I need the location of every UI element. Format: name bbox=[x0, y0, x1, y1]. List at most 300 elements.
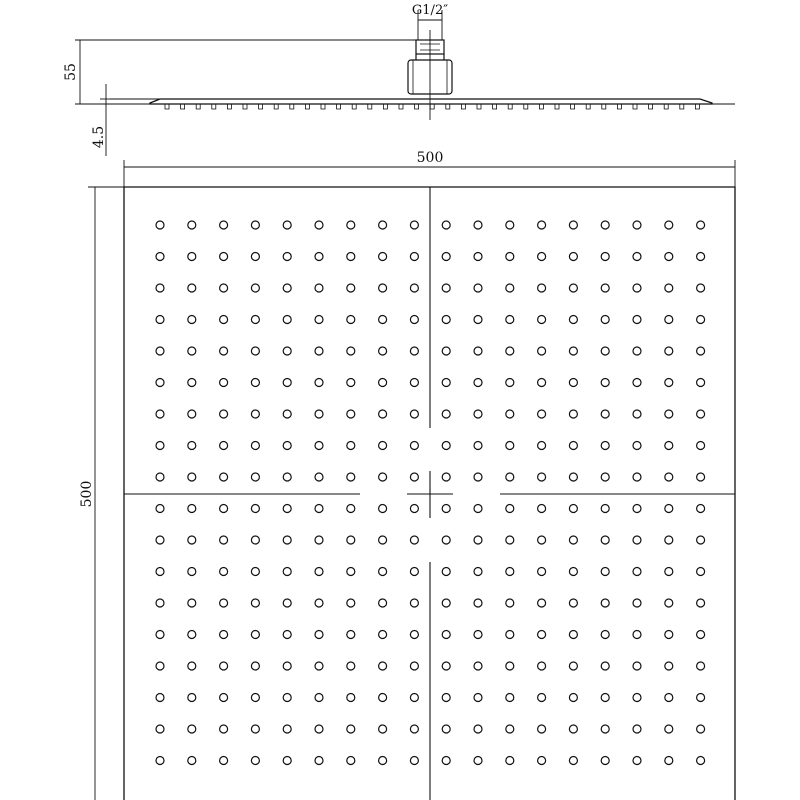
nozzle-hole bbox=[188, 347, 196, 355]
nozzle-hole bbox=[188, 253, 196, 261]
nozzle-hole bbox=[697, 631, 705, 639]
nozzle-hole bbox=[697, 379, 705, 387]
side-nozzle-tick bbox=[461, 104, 465, 109]
nozzle-hole bbox=[220, 568, 228, 576]
nozzle-hole bbox=[697, 410, 705, 418]
side-nozzle-tick bbox=[555, 104, 559, 109]
nozzle-hole bbox=[601, 536, 609, 544]
nozzle-hole bbox=[665, 221, 673, 229]
side-nozzle-tick bbox=[181, 104, 185, 109]
side-nozzle-tick bbox=[337, 104, 341, 109]
nozzle-hole bbox=[156, 379, 164, 387]
nozzle-hole bbox=[379, 631, 387, 639]
nozzle-hole bbox=[410, 694, 418, 702]
nozzle-hole bbox=[474, 347, 482, 355]
nozzle-hole bbox=[506, 725, 514, 733]
nozzle-hole bbox=[251, 725, 259, 733]
side-nozzle-tick bbox=[695, 104, 699, 109]
nozzle-hole bbox=[633, 757, 641, 765]
nozzle-hole bbox=[251, 536, 259, 544]
nozzle-hole bbox=[283, 757, 291, 765]
nozzle-hole bbox=[474, 505, 482, 513]
nozzle-hole bbox=[315, 505, 323, 513]
side-nozzle-tick bbox=[430, 104, 434, 109]
nozzle-hole bbox=[410, 599, 418, 607]
nozzle-hole bbox=[283, 599, 291, 607]
nozzle-hole bbox=[601, 379, 609, 387]
nozzle-hole bbox=[379, 599, 387, 607]
nozzle-hole bbox=[697, 284, 705, 292]
nozzle-hole bbox=[156, 253, 164, 261]
nozzle-hole bbox=[283, 442, 291, 450]
side-nozzle-tick bbox=[680, 104, 684, 109]
nozzle-hole bbox=[633, 221, 641, 229]
nozzle-hole bbox=[379, 725, 387, 733]
nozzle-hole bbox=[315, 442, 323, 450]
nozzle-hole bbox=[442, 694, 450, 702]
side-nozzle-tick bbox=[477, 104, 481, 109]
nozzle-hole bbox=[633, 253, 641, 261]
nozzle-hole bbox=[347, 221, 355, 229]
nozzle-hole bbox=[251, 284, 259, 292]
nozzle-hole bbox=[347, 442, 355, 450]
nozzle-hole bbox=[410, 253, 418, 261]
nozzle-hole bbox=[188, 316, 196, 324]
nozzle-hole bbox=[665, 662, 673, 670]
nozzle-hole bbox=[633, 662, 641, 670]
nozzle-hole bbox=[347, 316, 355, 324]
nozzle-hole bbox=[315, 347, 323, 355]
nozzle-hole bbox=[315, 599, 323, 607]
nozzle-hole bbox=[220, 284, 228, 292]
nozzle-hole bbox=[410, 757, 418, 765]
nozzle-hole bbox=[474, 536, 482, 544]
nozzle-hole bbox=[601, 410, 609, 418]
nozzle-hole bbox=[251, 631, 259, 639]
nozzle-hole bbox=[633, 442, 641, 450]
nozzle-hole bbox=[220, 316, 228, 324]
nozzle-hole bbox=[251, 253, 259, 261]
nozzle-hole bbox=[410, 473, 418, 481]
nozzle-hole bbox=[601, 725, 609, 733]
nozzle-hole bbox=[379, 757, 387, 765]
nozzle-hole bbox=[697, 725, 705, 733]
nozzle-hole bbox=[283, 725, 291, 733]
nozzle-hole bbox=[347, 757, 355, 765]
nozzle-hole bbox=[665, 442, 673, 450]
nozzle-hole bbox=[665, 379, 673, 387]
nozzle-hole bbox=[442, 536, 450, 544]
nozzle-hole bbox=[697, 316, 705, 324]
nozzle-hole bbox=[283, 505, 291, 513]
nozzle-hole bbox=[538, 599, 546, 607]
nozzle-hole bbox=[251, 473, 259, 481]
nozzle-hole bbox=[633, 379, 641, 387]
nozzle-hole bbox=[665, 725, 673, 733]
nozzle-hole bbox=[474, 284, 482, 292]
nozzle-hole bbox=[220, 725, 228, 733]
nozzle-hole bbox=[442, 599, 450, 607]
nozzle-hole bbox=[156, 662, 164, 670]
nozzle-hole bbox=[188, 631, 196, 639]
side-nozzle-tick bbox=[290, 104, 294, 109]
nozzle-hole bbox=[442, 221, 450, 229]
nozzle-hole bbox=[442, 631, 450, 639]
nozzle-hole bbox=[506, 347, 514, 355]
nozzle-hole bbox=[506, 757, 514, 765]
nozzle-hole bbox=[188, 725, 196, 733]
nozzle-hole bbox=[569, 568, 577, 576]
nozzle-hole bbox=[251, 662, 259, 670]
nozzle-hole bbox=[569, 442, 577, 450]
nozzle-hole bbox=[633, 536, 641, 544]
top-view bbox=[124, 187, 735, 800]
nozzle-hole bbox=[601, 284, 609, 292]
nozzle-hole bbox=[442, 253, 450, 261]
nozzle-hole bbox=[506, 316, 514, 324]
side-nozzle-tick bbox=[586, 104, 590, 109]
nozzle-hole bbox=[315, 694, 323, 702]
nozzle-hole bbox=[315, 253, 323, 261]
nozzle-hole bbox=[156, 536, 164, 544]
width-label: 500 bbox=[416, 150, 444, 166]
side-nozzle-tick bbox=[368, 104, 372, 109]
nozzle-hole bbox=[379, 221, 387, 229]
nozzle-hole bbox=[156, 505, 164, 513]
nozzle-hole bbox=[410, 221, 418, 229]
nozzle-hole bbox=[251, 379, 259, 387]
nozzle-hole bbox=[188, 757, 196, 765]
nozzle-hole bbox=[315, 473, 323, 481]
nozzle-hole bbox=[474, 631, 482, 639]
nozzle-hole bbox=[379, 347, 387, 355]
nozzle-hole bbox=[379, 536, 387, 544]
nozzle-hole bbox=[315, 410, 323, 418]
nozzle-hole bbox=[474, 725, 482, 733]
nozzle-hole bbox=[315, 536, 323, 544]
nozzle-hole bbox=[538, 757, 546, 765]
nozzle-hole bbox=[474, 757, 482, 765]
nozzle-hole bbox=[569, 757, 577, 765]
nozzle-hole bbox=[315, 757, 323, 765]
nozzle-hole bbox=[156, 725, 164, 733]
nozzle-hole bbox=[506, 536, 514, 544]
nozzle-hole bbox=[601, 631, 609, 639]
nozzle-hole bbox=[506, 568, 514, 576]
side-nozzle-tick bbox=[321, 104, 325, 109]
nozzle-hole bbox=[538, 379, 546, 387]
nozzle-hole bbox=[410, 536, 418, 544]
nozzle-hole bbox=[442, 379, 450, 387]
nozzle-hole bbox=[315, 725, 323, 733]
nozzle-hole bbox=[188, 694, 196, 702]
nozzle-hole bbox=[601, 473, 609, 481]
nozzle-hole bbox=[156, 347, 164, 355]
nozzle-hole bbox=[569, 631, 577, 639]
nozzle-hole bbox=[347, 725, 355, 733]
nozzle-hole bbox=[283, 316, 291, 324]
nozzle-hole bbox=[697, 568, 705, 576]
nozzle-hole bbox=[410, 379, 418, 387]
nozzle-hole bbox=[633, 599, 641, 607]
side-nozzle-tick bbox=[415, 104, 419, 109]
nozzle-hole bbox=[188, 442, 196, 450]
nozzle-hole bbox=[633, 725, 641, 733]
nozzle-hole bbox=[156, 473, 164, 481]
nozzle-hole bbox=[474, 662, 482, 670]
side-nozzle-tick bbox=[399, 104, 403, 109]
height-label: 55 bbox=[63, 63, 79, 81]
nozzle-hole bbox=[538, 316, 546, 324]
nozzle-hole bbox=[220, 631, 228, 639]
nozzle-hole bbox=[633, 284, 641, 292]
nozzle-hole bbox=[156, 568, 164, 576]
nozzle-hole bbox=[474, 568, 482, 576]
nozzle-hole bbox=[665, 599, 673, 607]
nozzle-hole bbox=[156, 694, 164, 702]
nozzle-hole bbox=[220, 757, 228, 765]
nozzle-hole bbox=[220, 536, 228, 544]
nozzle-hole bbox=[601, 757, 609, 765]
nozzle-hole bbox=[315, 221, 323, 229]
nozzle-hole bbox=[347, 694, 355, 702]
nozzle-hole bbox=[410, 410, 418, 418]
nozzle-hole bbox=[474, 379, 482, 387]
nozzle-hole bbox=[347, 347, 355, 355]
nozzle-hole bbox=[633, 631, 641, 639]
nozzle-hole bbox=[506, 284, 514, 292]
side-nozzle-tick bbox=[212, 104, 216, 109]
nozzle-hole bbox=[665, 410, 673, 418]
nozzle-hole bbox=[442, 505, 450, 513]
nozzle-hole bbox=[665, 505, 673, 513]
nozzle-hole bbox=[251, 410, 259, 418]
nozzle-hole bbox=[379, 410, 387, 418]
nozzle-hole bbox=[220, 662, 228, 670]
nozzle-hole bbox=[697, 757, 705, 765]
nozzle-hole bbox=[506, 379, 514, 387]
side-nozzle-tick bbox=[243, 104, 247, 109]
nozzle-hole bbox=[156, 599, 164, 607]
nozzle-hole bbox=[379, 662, 387, 670]
nozzle-hole bbox=[156, 631, 164, 639]
nozzle-hole bbox=[665, 694, 673, 702]
nozzle-hole bbox=[410, 316, 418, 324]
nozzle-hole bbox=[379, 694, 387, 702]
nozzle-hole bbox=[697, 473, 705, 481]
side-nozzle-tick bbox=[165, 104, 169, 109]
nozzle-hole bbox=[474, 221, 482, 229]
side-nozzle-tick bbox=[227, 104, 231, 109]
nozzle-hole bbox=[665, 316, 673, 324]
side-nozzle-tick bbox=[649, 104, 653, 109]
nozzle-hole bbox=[506, 599, 514, 607]
nozzle-hole bbox=[506, 221, 514, 229]
nozzle-hole bbox=[442, 568, 450, 576]
nozzle-hole bbox=[156, 410, 164, 418]
nozzle-hole bbox=[506, 662, 514, 670]
nozzle-hole bbox=[379, 379, 387, 387]
nozzle-hole bbox=[283, 536, 291, 544]
nozzle-hole bbox=[220, 505, 228, 513]
nozzle-hole bbox=[569, 284, 577, 292]
side-nozzle-tick bbox=[383, 104, 387, 109]
nozzle-hole bbox=[283, 347, 291, 355]
nozzle-hole bbox=[379, 505, 387, 513]
nozzle-hole bbox=[251, 694, 259, 702]
nozzle-hole bbox=[665, 631, 673, 639]
nozzle-hole bbox=[379, 442, 387, 450]
nozzle-hole bbox=[569, 505, 577, 513]
nozzle-hole bbox=[188, 221, 196, 229]
nozzle-hole bbox=[697, 536, 705, 544]
nozzle-hole bbox=[442, 284, 450, 292]
nozzle-hole bbox=[220, 379, 228, 387]
nozzle-hole bbox=[283, 694, 291, 702]
nozzle-hole bbox=[251, 347, 259, 355]
nozzle-hole bbox=[601, 662, 609, 670]
nozzle-hole bbox=[283, 568, 291, 576]
nozzle-hole bbox=[538, 253, 546, 261]
nozzle-hole bbox=[538, 284, 546, 292]
nozzle-hole bbox=[283, 410, 291, 418]
side-nozzle-tick bbox=[196, 104, 200, 109]
nozzle-hole bbox=[347, 662, 355, 670]
nozzle-hole bbox=[410, 442, 418, 450]
nozzle-hole bbox=[347, 284, 355, 292]
nozzle-hole bbox=[601, 599, 609, 607]
thread-label: G1/2″ bbox=[411, 3, 449, 18]
nozzle-hole bbox=[569, 253, 577, 261]
nozzle-hole bbox=[315, 284, 323, 292]
nozzle-hole bbox=[697, 253, 705, 261]
nozzle-hole bbox=[538, 442, 546, 450]
nozzle-hole bbox=[442, 316, 450, 324]
nozzle-hole bbox=[347, 536, 355, 544]
nozzle-hole bbox=[569, 725, 577, 733]
nozzle-hole bbox=[251, 221, 259, 229]
nozzle-hole bbox=[538, 568, 546, 576]
nozzle-hole bbox=[188, 473, 196, 481]
nozzle-hole bbox=[379, 284, 387, 292]
side-nozzle-tick bbox=[664, 104, 668, 109]
nozzle-hole bbox=[251, 316, 259, 324]
nozzle-hole bbox=[474, 410, 482, 418]
nozzle-hole bbox=[601, 221, 609, 229]
side-nozzle-tick bbox=[602, 104, 606, 109]
nozzle-hole bbox=[156, 221, 164, 229]
nozzle-hole bbox=[379, 568, 387, 576]
nozzle-hole bbox=[506, 473, 514, 481]
nozzle-hole bbox=[442, 347, 450, 355]
nozzle-hole bbox=[569, 662, 577, 670]
nozzle-hole bbox=[156, 442, 164, 450]
nozzle-hole bbox=[665, 253, 673, 261]
nozzle-hole bbox=[410, 347, 418, 355]
nozzle-hole bbox=[379, 253, 387, 261]
nozzle-hole bbox=[569, 599, 577, 607]
nozzle-hole bbox=[156, 316, 164, 324]
length-label: 500 bbox=[79, 480, 95, 508]
nozzle-hole bbox=[601, 568, 609, 576]
nozzle-hole bbox=[220, 410, 228, 418]
nozzle-hole bbox=[538, 410, 546, 418]
nozzle-hole bbox=[538, 536, 546, 544]
nozzle-hole bbox=[633, 347, 641, 355]
nozzle-hole bbox=[474, 442, 482, 450]
nozzle-hole bbox=[569, 694, 577, 702]
nozzle-hole bbox=[697, 694, 705, 702]
nozzle-hole bbox=[188, 568, 196, 576]
nozzle-hole bbox=[697, 347, 705, 355]
nozzle-hole bbox=[633, 410, 641, 418]
nozzle-hole bbox=[347, 410, 355, 418]
nozzle-hole bbox=[220, 347, 228, 355]
nozzle-hole bbox=[251, 568, 259, 576]
nozzle-hole bbox=[251, 505, 259, 513]
side-nozzle-tick bbox=[617, 104, 621, 109]
side-nozzle-tick bbox=[352, 104, 356, 109]
nozzle-hole bbox=[220, 473, 228, 481]
side-nozzle-tick bbox=[508, 104, 512, 109]
nozzle-hole bbox=[442, 473, 450, 481]
nozzle-hole bbox=[220, 599, 228, 607]
nozzle-hole bbox=[188, 599, 196, 607]
nozzle-hole bbox=[665, 757, 673, 765]
nozzle-hole bbox=[347, 253, 355, 261]
nozzle-hole bbox=[538, 505, 546, 513]
nozzle-hole bbox=[251, 757, 259, 765]
nozzle-hole bbox=[633, 316, 641, 324]
nozzle-hole bbox=[697, 662, 705, 670]
nozzle-hole bbox=[220, 253, 228, 261]
nozzle-hole bbox=[569, 379, 577, 387]
nozzle-hole bbox=[538, 347, 546, 355]
side-nozzle-tick bbox=[633, 104, 637, 109]
nozzle-hole bbox=[538, 725, 546, 733]
nozzle-hole bbox=[569, 316, 577, 324]
nozzle-hole bbox=[474, 473, 482, 481]
nozzle-hole bbox=[442, 410, 450, 418]
nozzle-hole bbox=[506, 694, 514, 702]
nozzle-hole bbox=[633, 568, 641, 576]
nozzle-hole bbox=[315, 631, 323, 639]
nozzle-hole bbox=[283, 253, 291, 261]
nozzle-hole bbox=[347, 599, 355, 607]
nozzle-hole bbox=[506, 410, 514, 418]
nozzle-hole bbox=[220, 442, 228, 450]
nozzle-hole bbox=[506, 253, 514, 261]
nozzle-hole bbox=[506, 442, 514, 450]
nozzle-hole bbox=[156, 757, 164, 765]
nozzle-hole bbox=[410, 662, 418, 670]
nozzle-hole bbox=[379, 316, 387, 324]
nozzle-hole bbox=[665, 568, 673, 576]
nozzle-hole bbox=[410, 284, 418, 292]
nozzle-hole bbox=[474, 316, 482, 324]
nozzle-hole bbox=[569, 347, 577, 355]
side-nozzle-tick bbox=[539, 104, 543, 109]
nozzle-hole bbox=[347, 379, 355, 387]
nozzle-hole bbox=[442, 442, 450, 450]
nozzle-hole bbox=[315, 316, 323, 324]
nozzle-hole bbox=[347, 631, 355, 639]
nozzle-hole bbox=[283, 284, 291, 292]
nozzle-hole bbox=[156, 284, 164, 292]
nozzle-hole bbox=[633, 694, 641, 702]
nozzle-hole bbox=[188, 410, 196, 418]
side-nozzle-tick bbox=[305, 104, 309, 109]
